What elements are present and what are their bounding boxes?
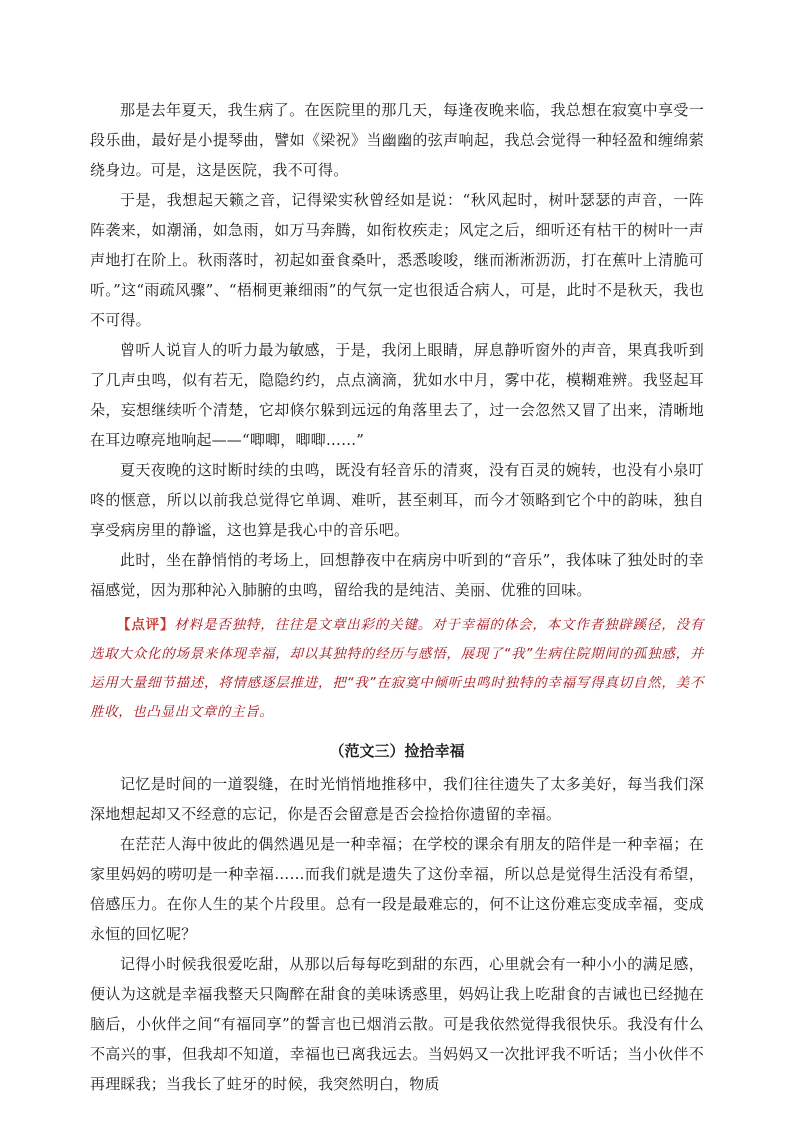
paragraph: 此时，坐在静悄悄的考场上，回想静夜中在病房中听到的“音乐”，我体味了独处时的幸福感觉，因为那种沁入肺腑的虫鸣，留给我的是纯洁、美丽、优雅的回味。 [90, 551, 704, 599]
commentary-tag: 【点评】 [117, 617, 175, 633]
document-body [90, 95, 704, 1099]
paragraph: 夏天夜晚的这时断时续的虫鸣，既没有轻音乐的清爽，没有百灵的婉转，也没有小泉叮咚的惬意，所以以前我总觉得它单调、难听，甚至刺耳，而今才领略到它个中的韵味，独自享受病房里的静谧，这也算是我心中的音乐吧。 [90, 461, 704, 539]
section-heading: （范文三）捡拾幸福 [329, 742, 465, 760]
paragraph: 记得小时候我很爱吃甜，从那以后每每吃到甜的东西，心里就会有一种小小的满足感，便认为这就是幸福我整天只陶醉在甜食的美味诱惑里，妈妈让我上吃甜食的吉诫也已经抛在脑后，小伙伴之间“有福同享”的誓言也已烟消云散。可是我依然觉得我很快乐。我没有什么不高兴的事，但我却不知道，幸福也已离我远去。当妈妈又一次批评我不听话；当小伙伴不再理睬我；当我长了蛀牙的时候，我突然明白，物质 [90, 955, 704, 1093]
commentary-text: 材料是否独特，往往是文章出彩的关键。对于幸福的体会，本文作者独辟蹊径，没有选取大众化的场景来体现幸福，却以其独特的经历与感悟，展现了“我”生病住院期间的孤独感，并运用大量细节描述，将情感逐层推进，把“我”在寂寞中倾听虫鸣时独特的幸福写得真切自然，美不胜收，也凸显出文章的主旨。 [90, 617, 704, 720]
paragraph: 曾听人说盲人的听力最为敏感，于是，我闭上眼睛，屏息静听窗外的声音，果真我听到了几声虫鸣，似有若无，隐隐约约，点点滴滴，犹如水中月，雾中花，模糊难辨。我竖起耳朵，妄想继续听个清楚，它却倏尔躲到远远的角落里去了，过一会忽然又冒了出来，清晰地在耳边嘹亮地响起——“唧唧，唧唧……” [90, 341, 704, 449]
paragraph: 那是去年夏天，我生病了。在医院里的那几天，每逢夜晚来临，我总想在寂寞中享受一段乐曲，最好是小提琴曲，譬如《梁祝》当幽幽的弦声响起，我总会觉得一种轻盈和缠绵萦绕身边。可是，这是医院，我不可得。 [90, 101, 704, 179]
paragraph: 于是，我想起天籁之音，记得梁实秋曾经如是说：“秋风起时，树叶瑟瑟的声音，一阵阵袭来，如潮涌，如急雨，如万马奔腾，如衔枚疾走；风定之后，细听还有枯干的树叶一声声地打在阶上。秋雨落时，初起如蚕食桑叶，悉悉唆唆，继而淅淅沥沥，打在蕉叶上清脆可听。”这“雨疏风骤”、“梧桐更兼细雨”的气氛一定也很适合病人，可是，此时不是秋天，我也不可得。 [90, 191, 704, 329]
commentary-block [90, 611, 704, 727]
paragraph: 记忆是时间的一道裂缝，在时光悄悄地推移中，我们往往遗失了太多美好，每当我们深深地想起却又不经意的忘记，你是否会留意是否会捡拾你遗留的幸福。 [90, 775, 704, 823]
paragraph: 在茫茫人海中彼此的偶然遇见是一种幸福；在学校的课余有朋友的陪伴是一种幸福；在家里妈妈的唠叨是一种幸福……而我们就是遗失了这份幸福，所以总是觉得生活没有希望，倍感压力。在你人生的某个片段里。总有一段是最难忘的，何不让这份难忘变成幸福，变成永恒的回忆呢？ [90, 835, 704, 943]
